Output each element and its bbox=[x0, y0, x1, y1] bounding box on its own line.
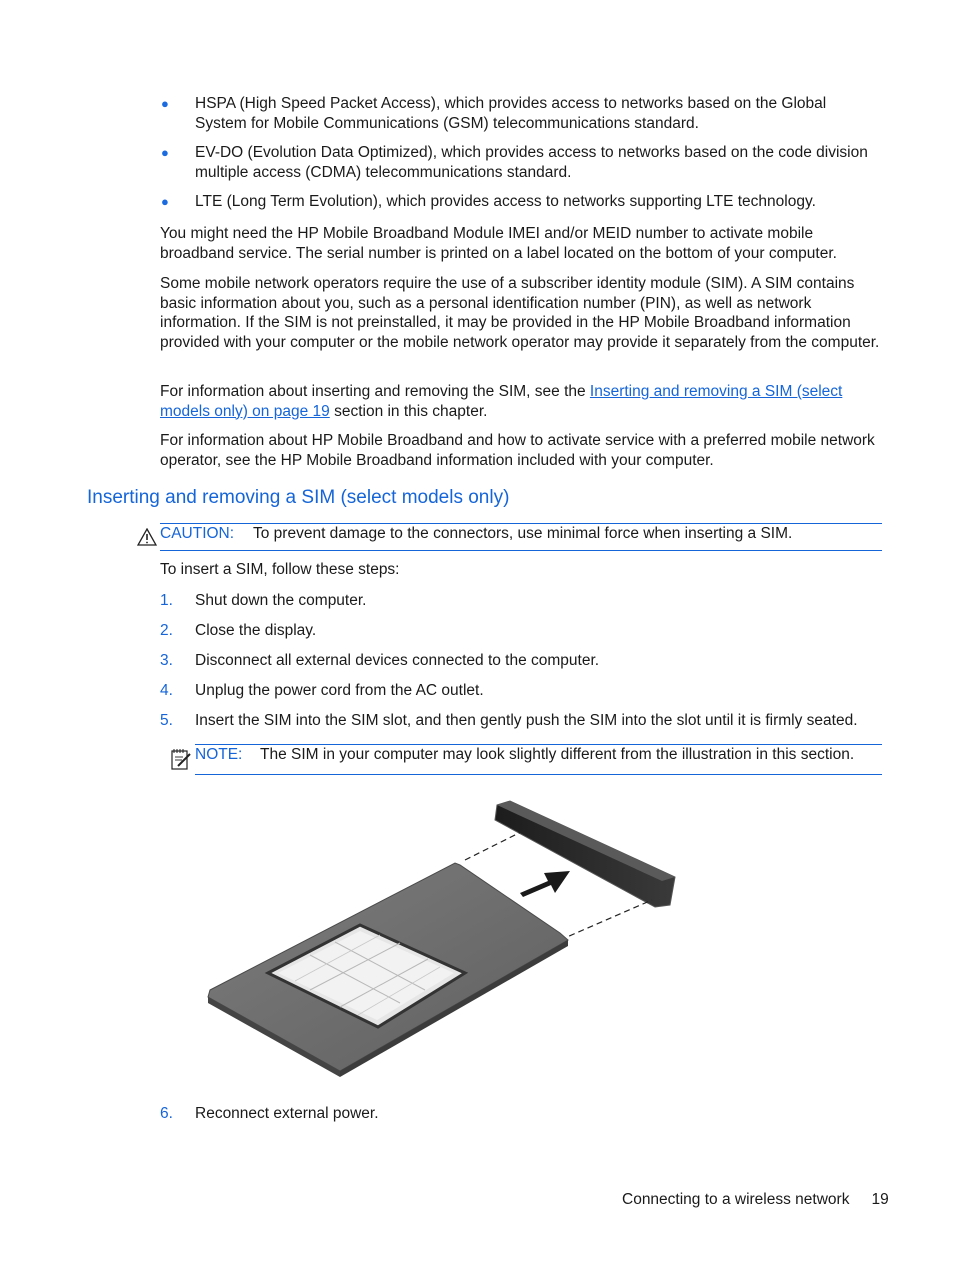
bullet-text: EV-DO (Evolution Data Optimized), which provides access to networks based on the code division multiple access (CDMA) telecommunications standard. bbox=[195, 144, 868, 181]
bullet-text: LTE (Long Term Evolution), which provides access to networks supporting LTE technology. bbox=[195, 193, 816, 210]
insert-arrow-icon bbox=[520, 871, 570, 897]
note-box bbox=[195, 744, 882, 775]
list-item bbox=[160, 192, 882, 212]
warning-triangle-icon bbox=[137, 528, 157, 546]
steps-list bbox=[160, 591, 890, 741]
note-text: The SIM in your computer may look slightly different from the illustration in this section. bbox=[260, 746, 855, 763]
sim-section-link[interactable]: Inserting and removing a SIM (select models only) on page 19 bbox=[160, 383, 843, 420]
note-label: NOTE: bbox=[195, 746, 243, 763]
step-item bbox=[160, 621, 890, 651]
sim-slot bbox=[495, 801, 675, 907]
step-text: Close the display. bbox=[195, 622, 317, 639]
step-number: 5. bbox=[160, 712, 173, 729]
step-item bbox=[160, 591, 890, 621]
network-bullet-list bbox=[160, 94, 882, 222]
note-pencil-icon bbox=[170, 747, 192, 771]
step-text: Disconnect all external devices connected to the computer. bbox=[195, 652, 600, 669]
sim-insertion-illustration bbox=[200, 795, 690, 1080]
page-footer bbox=[622, 1191, 889, 1209]
activate-paragraph: For information about HP Mobile Broadband and how to activate service with a preferred mobile network operator, see the HP Mobile Broadband information included with your computer. bbox=[160, 432, 875, 469]
step-text: Unplug the power cord from the AC outlet. bbox=[195, 682, 484, 699]
insert-info-text: For information about inserting and removing the SIM, see the bbox=[160, 383, 590, 400]
imei-paragraph: You might need the HP Mobile Broadband Module IMEI and/or MEID number to activate mobile broadband service. The serial number is printed on a label located on the bottom of your computer. bbox=[160, 225, 837, 262]
caution-label: CAUTION: bbox=[160, 525, 235, 542]
insert-info-suffix: section in this chapter. bbox=[329, 402, 488, 420]
step-text: Reconnect external power. bbox=[195, 1105, 379, 1122]
step-item bbox=[160, 651, 890, 681]
step-number: 6. bbox=[160, 1105, 173, 1122]
step-number: 4. bbox=[160, 682, 173, 699]
bullet-text: HSPA (High Speed Packet Access), which provides access to networks based on the Global System for Mobile Communications (GSM) telecommunications standard. bbox=[195, 95, 827, 132]
insert-info-paragraph bbox=[160, 382, 882, 421]
steps-intro: To insert a SIM, follow these steps: bbox=[160, 561, 400, 578]
list-item bbox=[160, 143, 882, 182]
section-heading: Inserting and removing a SIM (select models only) bbox=[87, 487, 510, 508]
step-text: Insert the SIM into the SIM slot, and then gently push the SIM into the slot until it is firmly seated. bbox=[195, 712, 858, 729]
caution-text: To prevent damage to the connectors, use minimal force when inserting a SIM. bbox=[253, 525, 793, 542]
bullet-icon: ● bbox=[161, 194, 169, 209]
page-number: 19 bbox=[871, 1191, 889, 1208]
step-item bbox=[160, 681, 890, 711]
guide-line bbox=[560, 900, 652, 940]
sim-paragraph: Some mobile network operators require the use of a subscriber identity module (SIM). A SIM contains basic information about you, such as a personal identification number (PIN), as well as network information. If the SIM is not preinstalled, it may be provided in the HP Mobile Broadband information provided with your computer or the mobile network operator may provide it separately from the computer. bbox=[160, 275, 880, 351]
step-text: Shut down the computer. bbox=[195, 592, 367, 609]
caution-box bbox=[160, 523, 882, 551]
bullet-icon: ● bbox=[161, 96, 169, 111]
step-number: 3. bbox=[160, 652, 173, 669]
step-number: 1. bbox=[160, 592, 173, 609]
guide-line bbox=[465, 830, 525, 860]
footer-section-title: Connecting to a wireless network bbox=[622, 1191, 850, 1208]
step-item bbox=[160, 711, 890, 741]
bullet-icon: ● bbox=[161, 145, 169, 160]
step-number: 2. bbox=[160, 622, 173, 639]
list-item bbox=[160, 94, 882, 133]
